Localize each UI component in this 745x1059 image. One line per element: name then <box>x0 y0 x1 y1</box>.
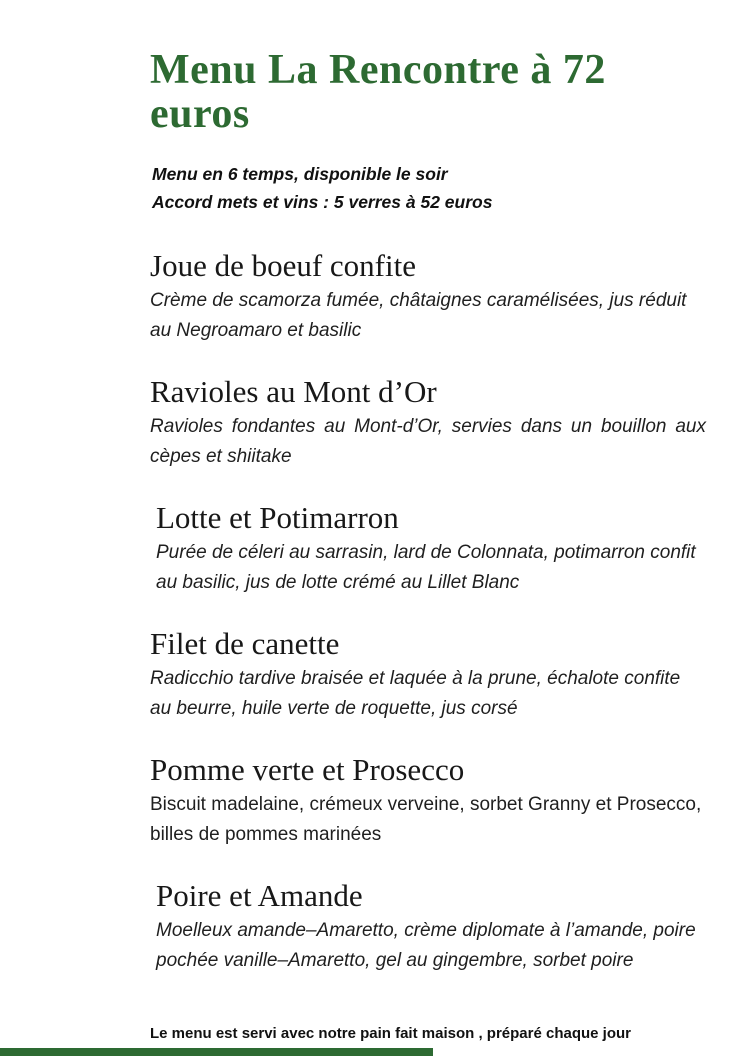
course-poire-amande <box>150 878 707 976</box>
course-name: Filet de canette <box>150 626 340 662</box>
course-name: Pomme verte et Prosecco <box>150 752 465 788</box>
menu-subtitle <box>152 160 707 216</box>
course-name: Lotte et Potimarron <box>156 500 399 536</box>
course-ravioles <box>150 374 707 472</box>
course-description: Crème de scamorza fumée, châtaignes caramélisées, jus réduit au Negroamaro et basilic <box>150 290 687 342</box>
menu-title: Menu La Rencontre à 72 euros <box>150 47 606 138</box>
course-name: Joue de boeuf confite <box>150 248 416 284</box>
course-name: Poire et Amande <box>156 878 363 914</box>
course-description: Purée de céleri au sarrasin, lard de Colonnata, potimarron confit au basilic, jus de lotte crémé au Lillet Blanc <box>156 542 696 594</box>
course-pomme-verte <box>150 752 707 850</box>
course-description: Radicchio tardive braisée et laquée à la prune, échalote confite au beurre, huile verte de roquette, jus corsé <box>150 668 681 720</box>
course-filet-de-canette <box>150 626 707 724</box>
subtitle-line-2: Accord mets et vins : 5 verres à 52 euros <box>152 192 493 213</box>
course-joue-de-boeuf <box>150 248 707 346</box>
bottom-green-bar <box>0 1048 433 1056</box>
course-description: Moelleux amande–Amaretto, crème diplomate à l’amande, poire pochée vanille–Amaretto, gel au gingembre, sorbet poire <box>156 920 696 972</box>
course-description: Ravioles fondantes au Mont-d’Or, servies dans un bouillon aux cèpes et shiitake <box>150 416 706 468</box>
bread-footer-note: Le menu est servi avec notre pain fait maison , préparé chaque jour <box>150 1025 631 1043</box>
course-description: Biscuit madelaine, crémeux verveine, sorbet Granny et Prosecco, billes de pommes marinées <box>150 794 702 846</box>
course-lotte <box>150 500 707 598</box>
subtitle-line-1: Menu en 6 temps, disponible le soir <box>152 164 448 185</box>
course-name: Ravioles au Mont d’Or <box>150 374 437 410</box>
